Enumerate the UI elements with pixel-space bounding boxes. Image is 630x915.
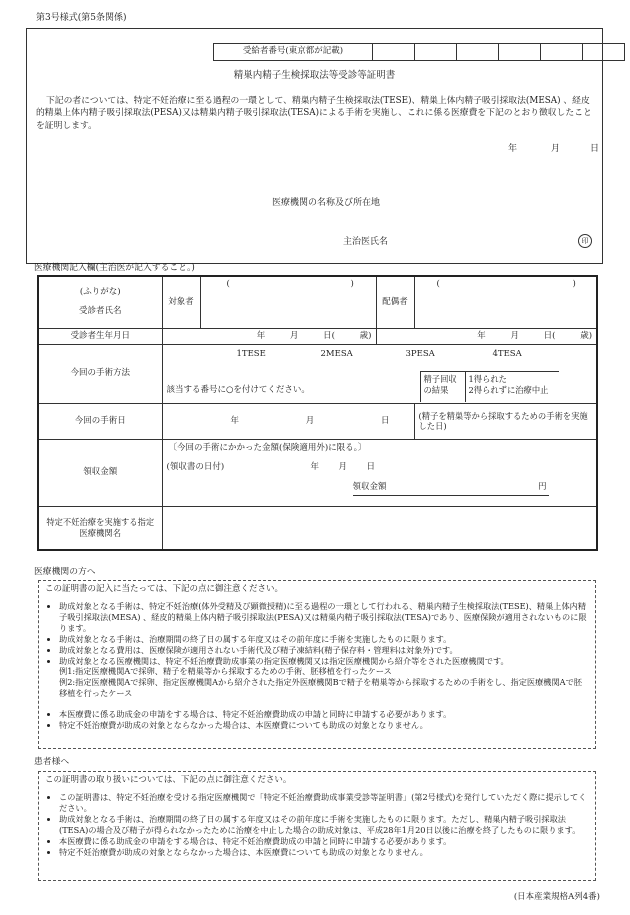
inst-notice-item: • 特定不妊治療費が助成の対象とならなかった場合は、本医療費についても助成の対象となりません。 [59, 720, 589, 731]
institution-notice-heading: 医療機関の方へ [34, 567, 96, 577]
method-label: 今回の手術方法 [38, 344, 162, 403]
receipt-amount-line [353, 482, 549, 496]
recipient-number-cell[interactable] [373, 44, 415, 61]
recipient-number-cell[interactable] [457, 44, 499, 61]
recipient-number-box [213, 43, 625, 61]
amount-label: 領収金額 [38, 439, 162, 506]
inst-notice-item: • 助成対象となる費用は、医療保険が適用されない手術代及び精子凍結料(精子保存料・管理料は対象外)です。 [59, 645, 589, 656]
furigana-label: (ふりがな) [79, 286, 121, 297]
designated-institution-label: 特定不妊治療を実施する指定医療機関名 [38, 506, 162, 550]
recipient-number-cell[interactable] [499, 44, 541, 61]
yen-label: 円 [537, 481, 547, 492]
method-option-tesa[interactable]: 4TESA [492, 348, 522, 359]
method-option-pesa[interactable]: 3PESA [405, 348, 435, 359]
spouse-birthdate-field[interactable]: 年 月 日( 歳) [376, 328, 597, 344]
form-number: 第3号様式(第5条関係) [36, 13, 127, 23]
spouse-name-field[interactable]: ( ) [414, 276, 597, 328]
document-title: 精巣内精子生検採取法等受診等証明書 [233, 70, 396, 81]
recipient-number-label: 受給者番号(東京都が記載) [214, 44, 373, 61]
surgery-date-label: 今回の手術日 [38, 403, 162, 439]
recipient-number-cell[interactable] [583, 44, 625, 61]
inst-notice-item: • 助成対象となる手術は、特定不妊治療(体外受精及び顕微授精)に至る過程の一環として行われる、精巣内精子生検採取法(TESE)、精巣上体内精子吸引採取法(MESA) 、経皮的精巣上体内精子吸引採取法(PESA)又は精巣内精子吸引採取法(TESA)であり、医療保険が適用されないものに限ります。 [59, 601, 589, 633]
footer-standard: (日本産業規格A列4番) [513, 892, 600, 902]
amount-field[interactable]: 〔今回の手術にかかった金額(保険適用外)に限る。〕 (領収書の日付) 年 月 日 領収金額 円 [162, 439, 597, 506]
cert-day: 日 [590, 144, 600, 154]
inst-notice-item: • 助成対象となる手術は、治療期間の終了日の属する年度又はその前年度に手術を実施したものに限ります。 [59, 634, 589, 645]
sperm-result-obtained[interactable]: 1得られた [468, 373, 507, 384]
inst-notice-example: 例2:指定医療機関Aで採卵、指定医療機関Aから紹介された指定外医療機関Bで精子を精巣等から採取するための手術をし、指定医療機関Aで胚移植を行ったケース [59, 677, 582, 699]
spouse-label: 配偶者 [376, 276, 414, 328]
recipient-number-cell[interactable] [415, 44, 457, 61]
sperm-result-label: 精子回収の結果 [420, 371, 465, 402]
birthdate-label: 受診者生年月日 [38, 328, 162, 344]
subject-label: 対象者 [162, 276, 200, 328]
inst-notice-item: • 助成対象となる医療機関は、特定不妊治療費助成事業の指定医療機関又は指定医療機関から紹介等をされた医療機関です。 [59, 656, 589, 667]
patient-notice-item: • 本医療費に係る助成金の申請をする場合は、特定不妊治療費助成の申請と同時に申請する必要があります。 [59, 836, 589, 847]
method-option-tese[interactable]: 1TESE [236, 348, 266, 359]
inst-notice-example: 例1:指定医療機関Aで採卵、精子を精巣等から採取するための手術、胚移植を行ったケース [59, 666, 392, 677]
subject-birthdate-field[interactable]: 年 月 日( 歳) [162, 328, 376, 344]
patient-notice-item: • この証明書は、特定不妊治療を受ける指定医療機関で「特定不妊治療費助成事業受診等証明書」(第2号様式)を発行していただく際に提示してください。 [59, 792, 589, 814]
surgery-date-note: (精子を精巣等から採取するための手術を実施した日) [414, 403, 597, 439]
patient-notice-box [38, 771, 596, 881]
medical-record-table [37, 275, 598, 551]
doctor-label: 主治医氏名 [343, 237, 389, 247]
cert-year: 年 [508, 144, 518, 154]
institution-notice-box [38, 580, 596, 749]
inst-notice-item: • 本医療費に係る助成金の申請をする場合は、特定不妊治療費助成の申請と同時に申請する必要があります。 [59, 709, 589, 720]
receipt-amount-label: 領収金額 [352, 481, 387, 492]
sperm-result-not-obtained[interactable]: 2得られずに治療中止 [468, 384, 549, 395]
institution-notice-intro: この証明書の記入に当たっては、下記の点に御注意ください。 [45, 584, 284, 594]
patient-notice-item: • 特定不妊治療費が助成の対象とならなかった場合は、本医療費についても助成の対象となりません。 [59, 847, 589, 858]
patient-notice-intro: この証明書の取り扱いについては、下記の点に御注意ください。 [45, 775, 292, 785]
receipt-date-label: (領収書の日付) [166, 461, 225, 472]
designated-institution-field[interactable] [162, 506, 597, 550]
patient-name-label: 受診者氏名 [78, 306, 122, 317]
recipient-number-cell[interactable] [541, 44, 583, 61]
cert-month: 月 [551, 144, 561, 154]
seal-icon: 印 [578, 234, 592, 248]
subject-name-field[interactable]: ( ) [200, 276, 376, 328]
surgery-date-field[interactable]: 年 月 日 [162, 403, 414, 439]
section-label: 医療機関記入欄(主治医が記入すること。) [34, 263, 195, 273]
method-instruction: 該当する番号に○を付けてください。 [166, 384, 310, 395]
institution-label: 医療機関の名称及び所在地 [272, 198, 381, 208]
amount-note: 〔今回の手術にかかった金額(保険適用外)に限る。〕 [168, 442, 367, 453]
patient-notice-item: • 助成対象となる手術は、治療期間の終了日の属する年度又はその前年度に手術を実施したものに限ります。ただし、精巣内精子吸引採取法(TESA)の場合及び精子が得られなかったために治療を中止した場合の助成対象は、平成28年1月20日以後に治療を終了したものに限ります。 [59, 814, 589, 836]
intro-text: 下記の者については、特定不妊治療に至る過程の一環として、精巣内精子生検採取法(TESE)、精巣上体内精子吸引採取法(MESA) 、経皮的精巣上体内精子吸引採取法(PESA)又は精巣内精子吸引採取法(TESA)による手術を実施し、これに係る医療費を下記のとおり徴収したことを証明します。 [36, 96, 592, 131]
method-option-mesa[interactable]: 2MESA [320, 348, 353, 359]
patient-notice-heading: 患者様へ [34, 757, 70, 767]
sperm-result-options[interactable] [465, 371, 559, 402]
method-field[interactable] [162, 344, 597, 403]
